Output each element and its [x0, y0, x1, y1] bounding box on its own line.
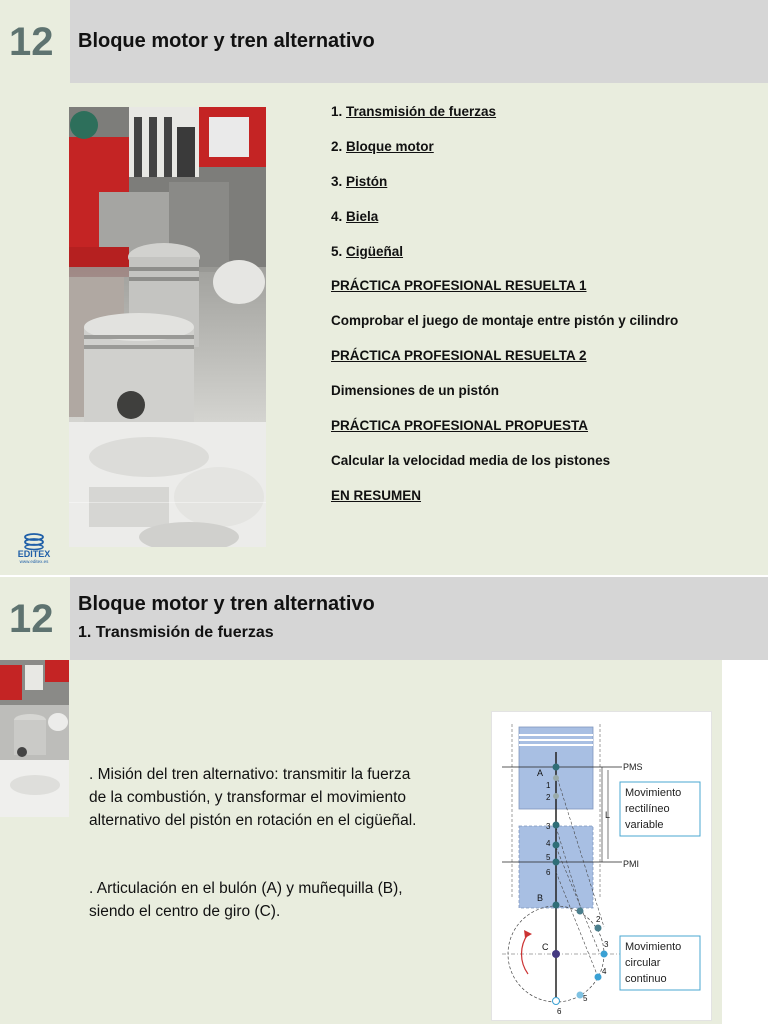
circular-motion-line-2: circular: [625, 957, 661, 969]
piston-position-3: 3: [546, 822, 551, 831]
piston-crank-diagram: [491, 711, 712, 1021]
crank-position-5: 5: [583, 994, 588, 1003]
chapter-menu: [331, 104, 678, 523]
engine-cutaway-photo: [69, 107, 266, 547]
crank-position-3: 3: [604, 940, 609, 949]
chapter-number-box: [0, 577, 70, 660]
chapter-number-box: [0, 0, 70, 83]
crank-position-6: 6: [557, 1007, 562, 1016]
menu-item-biela[interactable]: [331, 209, 678, 244]
menu-item-label[interactable]: PRÁCTICA PROFESIONAL RESUELTA 2: [331, 348, 587, 364]
slide-title: Bloque motor y tren alternativo: [78, 593, 375, 615]
menu-item-desc-dimensiones: [331, 383, 678, 418]
point-c-label: C: [542, 942, 549, 952]
menu-item-en-resumen[interactable]: [331, 488, 678, 523]
title-bar: [70, 577, 768, 660]
circular-motion-line-1: Movimiento: [625, 941, 682, 953]
paragraph-articulacion: . Articulación en el bulón (A) y muñequilla (B), siendo el centro de giro (C).: [89, 880, 403, 920]
slide-subtitle: 1. Transmisión de fuerzas: [78, 624, 274, 641]
chapter-number: 12: [9, 20, 54, 64]
point-a-dot: [553, 764, 560, 771]
menu-item-description: Comprobar el juego de montaje entre pistón y cilindro: [331, 313, 679, 329]
menu-item-number: 3.: [331, 173, 347, 189]
piston-position-5: 5: [546, 853, 551, 862]
menu-item-cigueñal[interactable]: [331, 244, 678, 279]
menu-item-description: Dimensiones de un pistón: [331, 383, 500, 399]
piston-position-2: 2: [546, 793, 551, 802]
pms-label: PMS: [623, 762, 643, 772]
menu-item-transmision[interactable]: [331, 104, 678, 139]
menu-item-desc-juego-montaje: [331, 313, 678, 348]
menu-item-label[interactable]: Transmisión de fuerzas: [346, 104, 497, 119]
menu-item-practica-propuesta[interactable]: [331, 418, 678, 453]
linear-motion-line-2: rectilíneo: [625, 803, 670, 815]
chapter-number: 12: [9, 597, 54, 641]
linear-motion-line-3: variable: [625, 819, 664, 831]
menu-item-description: Calcular la velocidad media de los pistones: [331, 452, 611, 468]
engine-cutaway-thumbnail: [0, 660, 69, 817]
logo-brand: EDITEX: [17, 549, 51, 559]
menu-item-practica-resuelta-1[interactable]: [331, 278, 678, 313]
piston-position-1: 1: [546, 781, 551, 790]
menu-item-number: 5.: [331, 243, 347, 259]
paragraph-mision: . Misión del tren alternativo: transmitir la fuerza de la combustión, y transformar el movimiento alternativo del pistón en rotación en el cigüeñal.: [89, 766, 417, 829]
menu-item-number: 2.: [331, 138, 347, 154]
piston-position-4: 4: [546, 839, 551, 848]
menu-item-desc-velocidad: [331, 453, 678, 488]
crank-position-4: 4: [602, 967, 607, 976]
menu-item-label[interactable]: EN RESUMEN: [331, 487, 422, 503]
menu-item-bloque-motor[interactable]: [331, 139, 678, 174]
circular-motion-line-3: continuo: [625, 973, 667, 985]
stroke-label: L: [605, 810, 611, 820]
title-bar: [70, 0, 768, 83]
logo-url: www.editex.es: [19, 559, 49, 564]
point-c-dot: [552, 950, 560, 958]
editex-logo: [11, 532, 57, 568]
menu-item-number: 1.: [331, 104, 347, 119]
editex-logo-icon: [11, 532, 57, 550]
menu-item-label[interactable]: PRÁCTICA PROFESIONAL RESUELTA 1: [331, 278, 587, 294]
menu-item-practica-resuelta-2[interactable]: [331, 348, 678, 383]
menu-item-label[interactable]: PRÁCTICA PROFESIONAL PROPUESTA: [331, 418, 589, 434]
menu-item-piston[interactable]: [331, 174, 678, 209]
pmi-label: PMI: [623, 859, 640, 869]
menu-item-label[interactable]: Bloque motor: [346, 138, 434, 154]
point-a-label: A: [537, 768, 544, 778]
piston-position-6: 6: [546, 868, 551, 877]
slide-transmision-fuerzas: [0, 577, 768, 1024]
menu-item-label[interactable]: Biela: [346, 208, 379, 224]
right-margin: [722, 660, 768, 1024]
crank-position-2: 2: [596, 915, 601, 924]
point-b-dot: [553, 902, 560, 909]
linear-motion-line-1: Movimiento: [625, 787, 682, 799]
point-b-label: B: [537, 893, 544, 903]
menu-item-label[interactable]: Pistón: [346, 173, 388, 189]
menu-item-label[interactable]: Cigüeñal: [346, 243, 404, 259]
slide-title: Bloque motor y tren alternativo: [78, 30, 375, 52]
menu-item-number: 4.: [331, 208, 347, 224]
